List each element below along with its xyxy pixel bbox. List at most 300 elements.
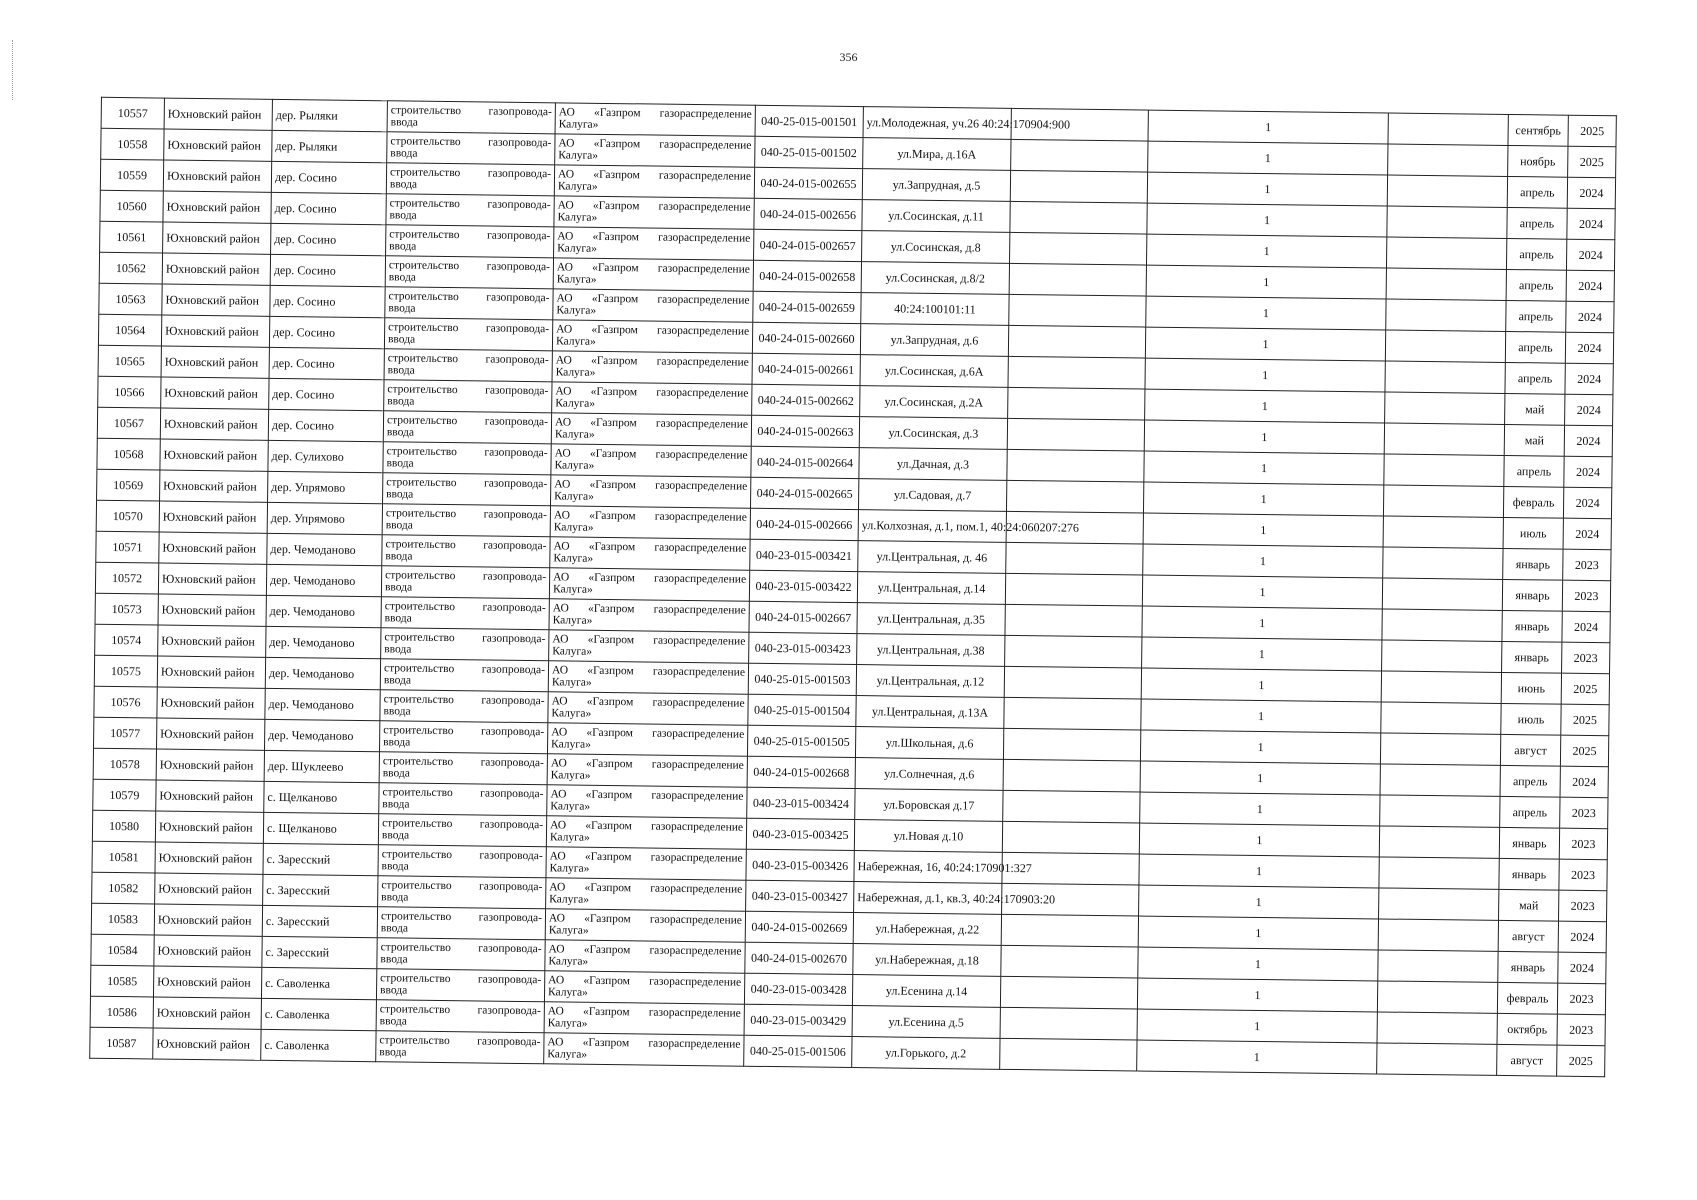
row-number: 10569 xyxy=(97,469,160,501)
locality-cell: дер. Чемоданово xyxy=(265,688,380,720)
address-cell: Набережная, д.1, кв.3, 40:24:170903:20 xyxy=(854,882,1002,915)
year-cell: 2024 xyxy=(1558,921,1606,953)
month-cell: август xyxy=(1500,734,1560,766)
empty-cell xyxy=(1377,1043,1497,1075)
empty-cell xyxy=(1009,294,1146,327)
empty-cell xyxy=(1386,268,1506,300)
org-word-4: Калуга» xyxy=(549,862,590,875)
work-type-word-1: строительство xyxy=(382,755,454,769)
work-type-word-3: ввода xyxy=(383,674,412,687)
locality-cell: с. Заресский xyxy=(262,936,377,968)
empty-cell xyxy=(1385,330,1505,362)
empty-cell xyxy=(1379,857,1499,889)
work-type-word-2: газопровода- xyxy=(488,136,552,150)
object-code-cell: 040-25-015-001501 xyxy=(755,105,863,137)
year-cell: 2024 xyxy=(1566,270,1614,302)
work-type-word-3: ввода xyxy=(379,1046,407,1059)
year-cell: 2024 xyxy=(1566,301,1614,333)
locality-cell: дер. Сулихово xyxy=(268,440,383,472)
org-word-3: газораспределение xyxy=(652,727,745,741)
row-number: 10577 xyxy=(94,717,157,749)
organization-cell xyxy=(550,537,750,570)
locality-cell: дер. Сосино xyxy=(269,347,384,379)
address-cell: ул.Колхозная, д.1, пом.1, 40:24:060207:276 xyxy=(858,510,1006,543)
locality-cell: дер. Рыляки xyxy=(272,130,387,162)
row-number: 10582 xyxy=(92,872,155,904)
org-word-2: «Газпром xyxy=(587,664,634,678)
year-cell: 2023 xyxy=(1559,859,1607,891)
locality-cell: дер. Чемоданово xyxy=(267,533,382,565)
empty-cell xyxy=(1381,671,1501,703)
work-type-word-1: строительство xyxy=(383,662,455,676)
object-code-cell: 040-23-015-003422 xyxy=(749,570,857,602)
organization-cell xyxy=(548,692,748,725)
work-type-cell xyxy=(376,1031,544,1064)
quantity-cell: 1 xyxy=(1139,823,1379,857)
month-cell: апрель xyxy=(1507,176,1567,208)
work-type-word-1: строительство xyxy=(380,910,452,924)
locality-cell: дер. Упрямово xyxy=(267,502,382,534)
year-cell: 2024 xyxy=(1562,611,1610,643)
work-type-word-1: строительство xyxy=(379,1034,450,1048)
row-number: 10560 xyxy=(100,190,163,222)
work-type-word-2: газопровода- xyxy=(478,911,543,925)
work-type-word-2: газопровода- xyxy=(486,260,550,274)
page-number: 356 xyxy=(839,50,858,64)
object-code-cell: 040-24-015-002661 xyxy=(752,353,860,385)
quantity-cell: 1 xyxy=(1142,637,1382,671)
row-number: 10565 xyxy=(98,345,161,377)
empty-cell xyxy=(1379,826,1499,858)
year-cell: 2024 xyxy=(1558,952,1606,984)
org-word-4: Калуга» xyxy=(548,924,589,937)
organization-cell xyxy=(552,351,752,384)
empty-cell xyxy=(1010,201,1147,234)
district-cell: Юхновский район xyxy=(164,98,272,130)
org-word-4: Калуга» xyxy=(549,831,590,844)
year-cell: 2023 xyxy=(1557,1014,1605,1046)
org-word-2: «Газпром xyxy=(591,323,638,337)
work-type-word-1: строительство xyxy=(388,321,459,335)
empty-cell xyxy=(1377,981,1497,1013)
object-code-cell: 040-24-015-002657 xyxy=(754,229,862,261)
organization-cell xyxy=(551,475,751,508)
month-cell: ноябрь xyxy=(1508,145,1568,177)
work-type-word-2: газопровода- xyxy=(480,787,544,801)
district-cell: Юхновский район xyxy=(157,656,265,688)
locality-cell: дер. Сосино xyxy=(271,192,386,224)
org-word-2: «Газпром xyxy=(583,974,630,988)
org-word-1: АО xyxy=(552,602,569,615)
month-cell: апрель xyxy=(1507,207,1567,239)
work-type-cell xyxy=(378,845,546,878)
organization-cell xyxy=(544,1033,744,1066)
org-word-2: «Газпром xyxy=(592,261,639,275)
month-cell: январь xyxy=(1498,951,1558,983)
locality-cell: дер. Сосино xyxy=(268,409,383,441)
org-word-1: АО xyxy=(555,385,572,398)
district-cell: Юхновский район xyxy=(162,253,270,285)
org-word-4: Калуга» xyxy=(552,583,593,596)
month-cell: январь xyxy=(1502,579,1562,611)
year-cell: 2023 xyxy=(1557,983,1605,1015)
object-code-cell: 040-24-015-002668 xyxy=(747,756,855,788)
row-number: 10575 xyxy=(94,655,157,687)
empty-cell xyxy=(1003,728,1140,761)
address-cell: ул.Сосинская, д.2А xyxy=(860,386,1008,419)
org-word-4: Калуга» xyxy=(555,397,596,410)
org-word-2: «Газпром xyxy=(588,571,635,585)
quantity-cell: 1 xyxy=(1148,141,1388,175)
org-word-3: газораспределение xyxy=(656,324,750,338)
month-cell: апрель xyxy=(1505,331,1565,363)
org-word-2: «Газпром xyxy=(590,416,637,430)
work-type-cell xyxy=(377,907,545,940)
address-cell: ул.Школьная, д.6 xyxy=(855,727,1003,760)
work-type-word-3: ввода xyxy=(383,736,411,749)
org-word-4: Калуга» xyxy=(553,552,594,565)
work-type-word-2: газопровода- xyxy=(479,880,543,894)
month-cell: июнь xyxy=(1501,672,1561,704)
locality-cell: дер. Сосино xyxy=(269,316,384,348)
locality-cell: с. Щелканово xyxy=(263,812,378,844)
empty-cell xyxy=(1007,418,1144,451)
org-word-1: АО xyxy=(552,633,569,646)
year-cell: 2023 xyxy=(1559,828,1607,860)
work-type-word-1: строительство xyxy=(388,290,459,304)
row-number: 10580 xyxy=(92,810,155,842)
object-code-cell: 040-25-015-001503 xyxy=(748,663,856,695)
work-type-word-1: строительство xyxy=(386,476,457,490)
row-number: 10562 xyxy=(99,252,162,284)
object-code-cell: 040-23-015-003427 xyxy=(746,880,854,912)
org-word-3: газораспределение xyxy=(656,355,749,369)
locality-cell: дер. Сосино xyxy=(270,254,385,286)
org-word-3: газораспределение xyxy=(657,293,750,307)
org-word-2: «Газпром xyxy=(592,230,640,244)
org-word-3: газораспределение xyxy=(655,448,748,462)
empty-cell xyxy=(1005,635,1142,668)
district-cell: Юхновский район xyxy=(155,842,263,874)
locality-cell: дер. Шуклеево xyxy=(264,750,379,782)
district-cell: Юхновский район xyxy=(164,129,272,161)
org-word-1: АО xyxy=(547,1036,564,1049)
org-word-1: АО xyxy=(554,478,571,491)
org-word-3: газораспределение xyxy=(658,231,751,245)
month-cell: апрель xyxy=(1500,765,1560,797)
district-cell: Юхновский район xyxy=(162,284,270,316)
work-type-word-3: ввода xyxy=(381,860,409,873)
year-cell: 2023 xyxy=(1562,580,1610,612)
row-number: 10572 xyxy=(95,562,158,594)
empty-cell xyxy=(1382,609,1502,641)
work-type-word-1: строительство xyxy=(386,445,458,459)
year-cell: 2025 xyxy=(1557,1045,1605,1077)
org-word-1: АО xyxy=(554,416,572,429)
work-type-cell xyxy=(379,721,547,754)
work-type-cell xyxy=(387,132,555,165)
org-word-3: газораспределение xyxy=(658,200,751,214)
org-word-3: газораспределение xyxy=(653,572,747,586)
work-type-cell xyxy=(381,597,549,630)
address-cell: ул.Боровская д.17 xyxy=(855,789,1003,822)
org-word-1: АО xyxy=(553,571,570,584)
work-type-cell xyxy=(381,628,549,661)
org-word-1: АО xyxy=(547,1005,564,1018)
org-word-4: Калуга» xyxy=(554,459,595,472)
quantity-cell: 1 xyxy=(1138,916,1378,950)
empty-cell xyxy=(1006,480,1143,513)
quantity-cell: 1 xyxy=(1147,203,1387,237)
org-word-3: газораспределение xyxy=(651,789,744,803)
month-cell: сентябрь xyxy=(1508,114,1568,146)
empty-cell xyxy=(1001,945,1138,978)
district-cell: Юхновский район xyxy=(158,625,266,657)
empty-cell xyxy=(1003,759,1140,792)
org-word-2: «Газпром xyxy=(586,726,634,740)
month-cell: апрель xyxy=(1505,362,1565,394)
address-cell: ул.Молодежная, уч.26 40:24:170904:900 xyxy=(863,107,1011,140)
month-cell: январь xyxy=(1499,827,1559,859)
quantity-cell: 1 xyxy=(1148,110,1388,144)
org-word-4: Калуга» xyxy=(550,769,591,782)
work-type-word-3: ввода xyxy=(380,922,409,935)
empty-cell xyxy=(1006,542,1143,575)
address-cell: ул.Центральная, д. 46 xyxy=(858,541,1006,574)
work-type-word-1: строительство xyxy=(385,507,457,521)
registry-body xyxy=(90,97,1617,1076)
district-cell: Юхновский район xyxy=(161,315,269,347)
year-cell: 2024 xyxy=(1563,487,1611,519)
org-word-2: «Газпром xyxy=(593,106,641,120)
org-word-4: Калуга» xyxy=(552,645,593,658)
row-number: 10581 xyxy=(92,841,155,873)
org-word-4: Калуга» xyxy=(557,242,598,255)
org-word-1: АО xyxy=(548,974,565,987)
org-word-3: газораспределение xyxy=(650,851,743,865)
quantity-cell: 1 xyxy=(1139,854,1379,888)
locality-cell: дер. Чемоданово xyxy=(266,626,381,658)
org-word-3: газораспределение xyxy=(649,944,742,958)
object-code-cell: 040-24-015-002658 xyxy=(753,260,861,292)
organization-cell xyxy=(553,258,753,291)
row-number: 10566 xyxy=(98,376,161,408)
object-code-cell: 040-24-015-002662 xyxy=(752,384,860,416)
district-cell: Юхновский район xyxy=(160,470,268,502)
work-type-word-3: ввода xyxy=(389,240,417,253)
empty-cell xyxy=(1008,387,1145,420)
district-cell: Юхновский район xyxy=(163,191,271,223)
quantity-cell: 1 xyxy=(1146,234,1386,268)
org-word-2: «Газпром xyxy=(592,199,640,213)
org-word-4: Калуга» xyxy=(558,149,599,162)
locality-cell: дер. Сосино xyxy=(270,285,385,317)
row-number: 10585 xyxy=(90,965,153,997)
work-type-word-1: строительство xyxy=(389,166,461,180)
organization-cell xyxy=(552,320,752,353)
org-word-2: «Газпром xyxy=(589,447,637,461)
org-word-3: газораспределение xyxy=(659,138,752,152)
quantity-cell: 1 xyxy=(1145,389,1385,423)
org-word-4: Калуга» xyxy=(554,428,595,441)
address-cell: ул.Новая д.10 xyxy=(854,820,1002,853)
work-type-word-2: газопровода- xyxy=(480,756,544,770)
work-type-word-3: ввода xyxy=(388,302,416,315)
object-code-cell: 040-25-015-001506 xyxy=(744,1035,852,1067)
organization-cell xyxy=(549,568,749,601)
work-type-cell xyxy=(385,287,553,320)
month-cell: апрель xyxy=(1504,455,1564,487)
work-type-word-2: газопровода- xyxy=(486,229,551,243)
org-word-1: АО xyxy=(554,447,571,460)
work-type-word-2: газопровода- xyxy=(484,415,549,429)
empty-cell xyxy=(1377,1012,1497,1044)
work-type-cell xyxy=(382,535,550,568)
work-type-cell xyxy=(386,163,554,196)
quantity-cell: 1 xyxy=(1145,327,1385,361)
work-type-word-2: газопровода- xyxy=(482,570,547,584)
row-number: 10561 xyxy=(100,221,163,253)
year-cell: 2024 xyxy=(1567,208,1615,240)
org-word-1: АО xyxy=(558,106,575,119)
org-word-1: АО xyxy=(548,943,565,956)
empty-cell xyxy=(1382,640,1502,672)
empty-cell xyxy=(1007,449,1144,482)
org-word-1: АО xyxy=(553,540,570,553)
organization-cell xyxy=(547,785,747,818)
organization-cell xyxy=(551,444,751,477)
work-type-cell xyxy=(377,938,545,971)
organization-cell xyxy=(547,723,747,756)
organization-cell xyxy=(546,816,746,849)
work-type-word-3: ввода xyxy=(381,891,409,904)
work-type-word-1: строительство xyxy=(388,259,460,273)
work-type-cell xyxy=(383,442,551,475)
year-cell: 2024 xyxy=(1565,332,1613,364)
empty-cell xyxy=(1011,139,1148,172)
quantity-cell: 1 xyxy=(1147,172,1387,206)
org-word-2: «Газпром xyxy=(593,137,641,151)
empty-cell xyxy=(1000,1007,1137,1040)
empty-cell xyxy=(1384,423,1504,455)
organization-cell xyxy=(554,165,754,198)
district-cell: Юхновский район xyxy=(161,346,269,378)
org-word-2: «Газпром xyxy=(584,850,632,864)
org-word-3: газораспределение xyxy=(651,758,744,772)
org-word-1: АО xyxy=(551,695,568,708)
work-type-word-2: газопровода- xyxy=(477,1004,541,1018)
year-cell: 2024 xyxy=(1563,518,1611,550)
empty-cell xyxy=(1008,356,1145,389)
org-word-1: АО xyxy=(556,323,573,336)
row-number: 10564 xyxy=(98,314,161,346)
org-word-4: Калуга» xyxy=(551,738,591,751)
work-type-word-1: строительство xyxy=(390,135,461,149)
work-type-word-2: газопровода- xyxy=(486,291,550,305)
work-type-word-3: ввода xyxy=(390,116,418,129)
month-cell: январь xyxy=(1503,548,1563,580)
empty-cell xyxy=(1010,232,1147,265)
locality-cell: с. Саволенка xyxy=(261,1029,376,1061)
organization-cell xyxy=(544,1002,744,1035)
row-number: 10559 xyxy=(100,159,163,191)
object-code-cell: 040-24-015-002665 xyxy=(750,477,858,509)
organization-cell xyxy=(555,134,755,167)
organization-cell xyxy=(549,630,749,663)
work-type-cell xyxy=(378,876,546,909)
object-code-cell: 040-24-015-002667 xyxy=(749,601,857,633)
work-type-word-2: газопровода- xyxy=(479,849,543,863)
row-number: 10573 xyxy=(95,593,158,625)
work-type-word-1: строительство xyxy=(382,817,453,831)
month-cell: июль xyxy=(1503,517,1563,549)
work-type-cell xyxy=(376,1000,544,1033)
row-number: 10586 xyxy=(90,996,153,1028)
work-type-word-2: газопровода- xyxy=(478,942,542,956)
year-cell: 2025 xyxy=(1568,146,1616,178)
org-word-3: газораспределение xyxy=(658,169,752,183)
district-cell: Юхновский район xyxy=(163,222,271,254)
year-cell: 2023 xyxy=(1563,549,1611,581)
row-number: 10570 xyxy=(96,500,159,532)
object-code-cell: 040-23-015-003423 xyxy=(749,632,857,664)
address-cell: ул.Сосинская, д.8/2 xyxy=(861,262,1009,295)
org-word-3: газораспределение xyxy=(655,479,748,493)
object-code-cell: 040-24-015-002656 xyxy=(754,198,862,230)
district-cell: Юхновский район xyxy=(153,997,261,1029)
registry-sheet xyxy=(89,97,1616,1083)
work-type-word-3: ввода xyxy=(380,984,408,997)
org-word-1: АО xyxy=(549,850,566,863)
org-word-4: Калуга» xyxy=(551,707,592,720)
month-cell: январь xyxy=(1499,858,1559,890)
org-word-1: АО xyxy=(550,819,567,832)
month-cell: май xyxy=(1505,393,1565,425)
empty-cell xyxy=(1378,950,1498,982)
work-type-word-3: ввода xyxy=(385,519,413,532)
locality-cell: с. Саволенка xyxy=(261,998,376,1030)
organization-cell xyxy=(555,103,755,136)
work-type-cell xyxy=(384,380,552,413)
empty-cell xyxy=(1383,516,1503,548)
org-word-1: АО xyxy=(555,354,572,367)
quantity-cell: 1 xyxy=(1146,296,1386,330)
scan-edge-marks xyxy=(12,40,15,100)
row-number: 10568 xyxy=(97,438,160,470)
empty-cell xyxy=(1002,821,1139,854)
org-word-4: Калуга» xyxy=(558,118,599,131)
month-cell: май xyxy=(1504,424,1564,456)
address-cell: 40:24:100101:11 xyxy=(861,293,1009,326)
month-cell: август xyxy=(1497,1044,1557,1076)
work-type-word-1: строительство xyxy=(381,848,453,862)
district-cell: Юхновский район xyxy=(154,904,262,936)
quantity-cell: 1 xyxy=(1143,544,1383,578)
work-type-word-3: ввода xyxy=(379,1015,407,1028)
org-word-2: «Газпром xyxy=(584,912,631,926)
address-cell: ул.Набережная, д.22 xyxy=(853,913,1001,946)
month-cell: февраль xyxy=(1503,486,1563,518)
organization-cell xyxy=(545,909,745,942)
locality-cell: дер. Рыляки xyxy=(272,99,387,131)
empty-cell xyxy=(1386,237,1506,269)
address-cell: ул.Солнечная, д.6 xyxy=(855,758,1003,791)
work-type-cell xyxy=(382,504,550,537)
object-code-cell: 040-24-015-002655 xyxy=(754,167,862,199)
org-word-2: «Газпром xyxy=(582,1005,630,1019)
locality-cell: с. Заресский xyxy=(263,874,378,906)
empty-cell xyxy=(1384,454,1504,486)
